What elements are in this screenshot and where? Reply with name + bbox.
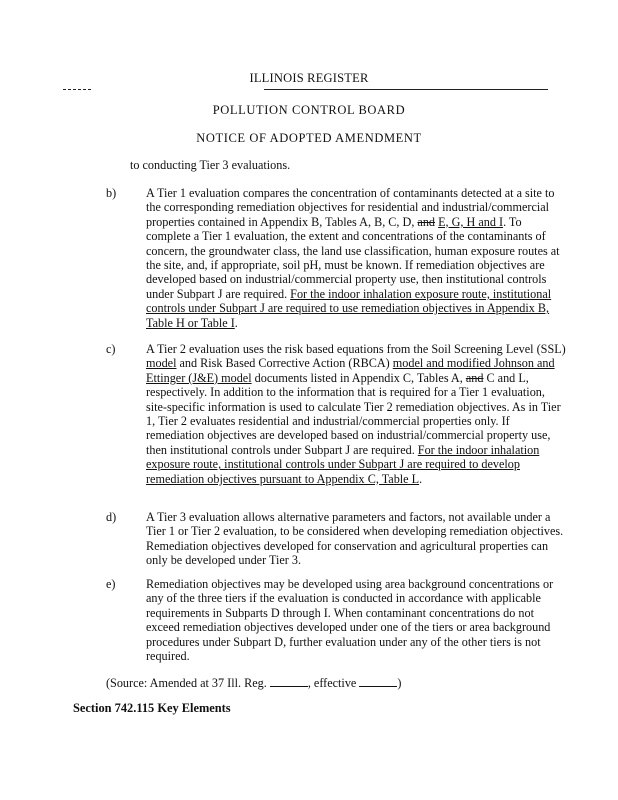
item-e-label: e) <box>106 577 116 591</box>
source-note <box>106 676 401 691</box>
source-middle: , effective <box>307 676 357 690</box>
item-c-text-1: A Tier 2 evaluation uses the risk based equations from the Soil Screening Level (SSL) <box>146 342 566 356</box>
item-b-added-tables: E, G, H and I <box>438 214 504 229</box>
source-blank-reg <box>270 676 308 687</box>
item-b-label: b) <box>106 186 117 200</box>
source-prefix: (Source: Amended at 37 Ill. Reg. <box>106 676 267 690</box>
register-title: ILLINOIS REGISTER <box>249 71 369 85</box>
item-c-label: c) <box>106 342 116 356</box>
item-c-text-4: C and L, respectively. In addition to the information that is required for a Tier 1 evaluation, site-specific information is used to calculate Tier 2 remediation objectives. As in Tier 1, Tier 2 evaluates residential and industrial/commercial properties only. If remediation objectives are developed based on industrial/commercial property use, then institutional controls under Subpart J are required. <box>146 370 561 457</box>
header-rule-left <box>63 89 91 90</box>
item-c-text-5: . <box>419 471 423 486</box>
item-b-text-4: . <box>234 315 238 330</box>
notice-title: NOTICE OF ADOPTED AMENDMENT <box>196 131 422 145</box>
item-c-added-indoor-inhalation: For the indoor inhalation exposure route, institutional controls under Subpart J are required to develop remediation objectives pursuant to Appendix C, Table L <box>146 442 540 486</box>
board-title: POLLUTION CONTROL BOARD <box>212 103 406 117</box>
item-e-text: Remediation objectives may be developed using area background concentrations or any of the three tiers if the evaluation is conducted in accordance with applicable requirements in Subparts D through I. When contaminant concentrations do not exceed remediation objectives developed under one of the tiers or area background procedures under Subpart D, further evaluation under any of the other tiers is not required. <box>146 577 554 664</box>
source-blank-effective <box>359 676 397 687</box>
item-d-label: d) <box>106 510 117 524</box>
continuation-text: to conducting Tier 3 evaluations. <box>130 158 291 172</box>
item-b-text-3: . To complete a Tier 1 evaluation, the extent and concentrations of the contaminants of concern, the groundwater class, the land use classification, human exposure routes at the site, and, if appropriate, soil pH, must be known. If remediation objectives are developed based on industrial/commercial property use, then institutional controls under Subpart J are required. <box>146 214 560 301</box>
item-c-added-model: model <box>146 356 177 371</box>
item-c-text-3: documents listed in Appendix C, Tables A, <box>251 370 466 385</box>
section-heading: Section 742.115 Key Elements <box>73 701 231 715</box>
source-suffix: ) <box>397 676 402 690</box>
item-b-deleted-and: and <box>417 214 436 229</box>
item-c-text-2: and Risk Based Corrective Action (RBCA) <box>176 356 393 371</box>
item-d-text: A Tier 3 evaluation allows alternative parameters and factors, not available under a Tier 1 or Tier 2 evaluation, to be considered when developing remediation objectives. Remediation objectives developed for conservation and agricultural properties can only be developed under Tier 3. <box>146 510 564 568</box>
header-rule-right <box>264 89 548 90</box>
item-c-added-je-model: model and modified Johnson and Ettinger (J&E) model <box>146 356 555 385</box>
item-b-text-1: A Tier 1 evaluation compares the concentration of contaminants detected at a site to the corresponding remediation objectives for residential and industrial/commercial properties contained in Appendix B, Tables A, B, C, D, <box>146 186 555 229</box>
item-b-added-indoor-inhalation: For the indoor inhalation exposure route, institutional controls under Subpart J are required to use remediation objectives in Appendix B, Table H or Table I <box>146 286 552 330</box>
item-c-deleted-and: and <box>465 370 484 385</box>
item-b-text <box>146 186 566 330</box>
item-c-text <box>146 342 566 486</box>
